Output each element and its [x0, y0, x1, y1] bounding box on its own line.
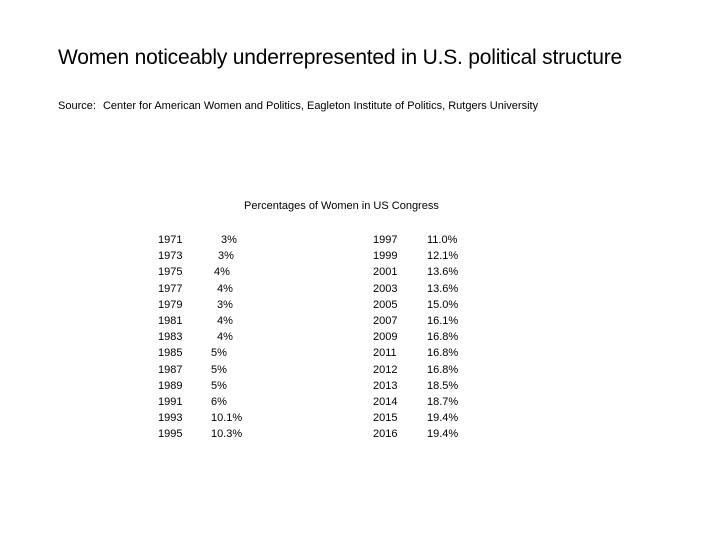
source-label: Source:: [58, 100, 96, 112]
year-cell: 2003: [373, 282, 398, 295]
percent-cell: 15.0%: [427, 298, 459, 311]
year-cell: 2014: [373, 395, 398, 408]
year-cell: 1975: [158, 266, 183, 279]
year-cell: 2011: [373, 347, 397, 360]
year-cell: 1997: [373, 234, 398, 246]
year-cell: 2016: [373, 428, 398, 441]
year-cell: 2013: [373, 379, 398, 392]
percent-cell: 19.4%: [427, 428, 459, 441]
percent-cell: 5%: [211, 379, 227, 392]
percent-cell: 3%: [221, 234, 237, 246]
percent-cell: 16.8%: [427, 347, 459, 360]
percent-cell: 16.8%: [427, 363, 459, 376]
percent-cell: 4%: [214, 266, 230, 279]
source-text: Center for American Women and Politics, Eagleton Institute of Politics, Rutgers University: [102, 100, 539, 112]
right-values-column: [427, 232, 458, 442]
percent-cell: 12.1%: [427, 250, 459, 263]
left-values-column: [211, 232, 261, 442]
percent-cell: 4%: [217, 314, 233, 327]
percent-cell: 18.5%: [427, 379, 459, 392]
percent-cell: 4%: [217, 331, 233, 344]
year-cell: 2001: [373, 266, 398, 279]
percent-cell: 11.0%: [427, 234, 458, 246]
table-title: Percentages of Women in US Congress: [244, 200, 439, 212]
percent-cell: 18.7%: [427, 395, 459, 408]
percent-cell: 3%: [217, 298, 233, 311]
year-cell: 2007: [373, 314, 398, 327]
percent-cell: 5%: [211, 363, 227, 376]
percent-cell: 4%: [217, 282, 233, 295]
year-cell: 1987: [158, 363, 183, 376]
year-cell: 1983: [158, 331, 183, 344]
percent-cell: 3%: [218, 250, 234, 263]
year-cell: 1979: [158, 298, 183, 311]
percent-cell: 6%: [211, 395, 227, 408]
year-cell: 1989: [158, 379, 183, 392]
year-cell: 2015: [373, 412, 398, 425]
percent-cell: 16.1%: [427, 314, 459, 327]
percent-cell: 13.6%: [427, 266, 459, 279]
year-cell: 2009: [373, 331, 398, 344]
year-cell: 1981: [158, 314, 183, 327]
source-line: [58, 100, 538, 112]
year-cell: 1995: [158, 428, 183, 441]
percent-cell: 10.1%: [211, 412, 243, 425]
percent-cell: 19.4%: [427, 412, 459, 425]
year-cell: 1985: [158, 347, 183, 360]
year-cell: 1991: [158, 395, 183, 408]
right-years-column: [373, 232, 397, 442]
page-title: Women noticeably underrepresented in U.S. political structure: [58, 46, 623, 69]
year-cell: 1993: [158, 412, 183, 425]
percent-cell: 10.3%: [211, 428, 243, 441]
year-cell: 1999: [373, 250, 398, 263]
left-years-column: [158, 232, 182, 442]
percent-cell: 16.8%: [427, 331, 459, 344]
year-cell: 1971: [158, 234, 183, 246]
year-cell: 1977: [158, 282, 183, 295]
year-cell: 2005: [373, 298, 398, 311]
year-cell: 2012: [373, 363, 398, 376]
percent-cell: 5%: [211, 347, 227, 360]
percent-cell: 13.6%: [427, 282, 459, 295]
year-cell: 1973: [158, 250, 183, 263]
